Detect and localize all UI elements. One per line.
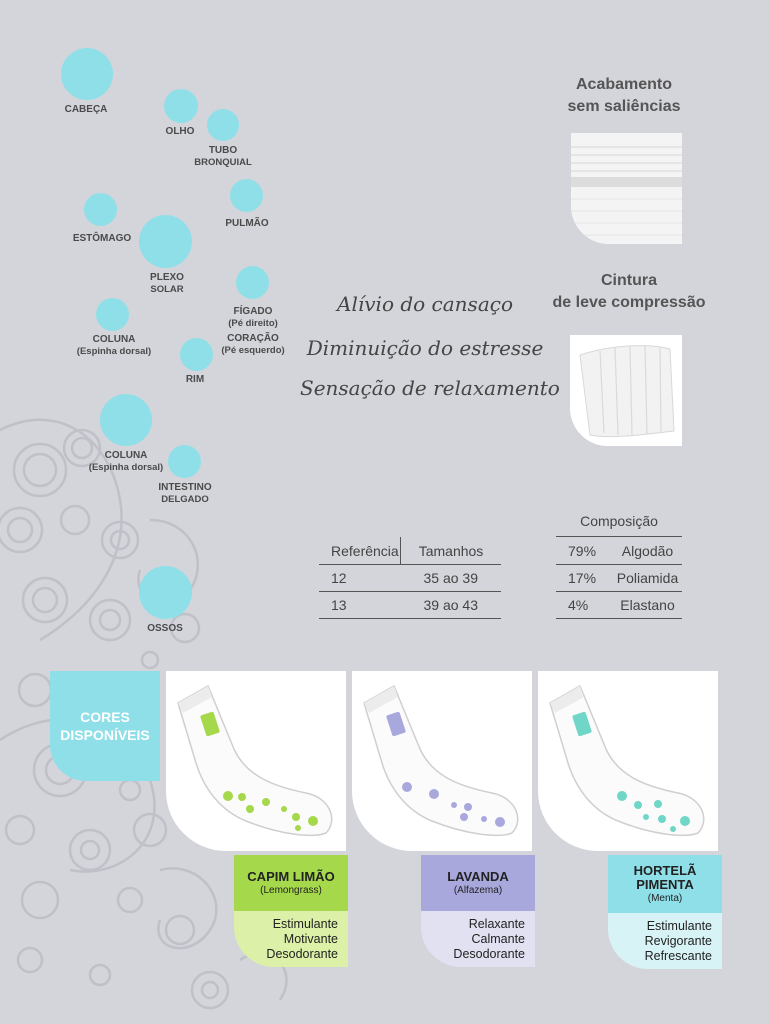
- point-dot: [61, 48, 113, 100]
- product-card-lemongrass: [166, 671, 346, 851]
- point-dot: [230, 179, 263, 212]
- feature-title: Acabamento sem saliências: [567, 76, 681, 115]
- variant-name: CAPIM LIMÃO (Lemongrass): [234, 855, 348, 911]
- variant-badge-lemongrass: [234, 855, 348, 967]
- point-label: COLUNA (Espinha dorsal): [88, 450, 164, 473]
- composition-title: Composição: [556, 513, 682, 537]
- point-label: INTESTINO DELGADO: [158, 482, 212, 505]
- table-row: [319, 565, 501, 592]
- point-dot: [84, 193, 117, 226]
- sock-icon: [538, 671, 718, 851]
- table-row: [556, 538, 682, 565]
- point-dot: [164, 89, 198, 123]
- benefit-text: Diminuição do estresse: [306, 336, 544, 360]
- point-dot: [180, 338, 213, 371]
- point-label: COLUNA (Espinha dorsal): [76, 334, 152, 357]
- benefit-text: Sensação de relaxamento: [300, 376, 560, 400]
- seamless-finish-image: [571, 133, 682, 244]
- point-dot: [139, 215, 192, 268]
- point-dot: [236, 266, 269, 299]
- colors-section-label: CORES DISPONÍVEIS: [50, 671, 160, 781]
- benefit-text: Alívio do cansaço: [337, 292, 513, 316]
- variant-effects: Estimulante Revigorante Refrescante: [608, 913, 722, 969]
- table-cell: Poliamida: [613, 565, 682, 592]
- table-row: [319, 592, 501, 619]
- table-cell: 12: [319, 565, 401, 592]
- table-header: Referência: [319, 537, 401, 565]
- table-cell: Elastano: [613, 592, 682, 619]
- point-label: OSSOS: [147, 623, 183, 634]
- feature-title: Cintura de leve compressão: [552, 272, 706, 311]
- table-cell: 79%: [556, 538, 613, 565]
- composition-table: [556, 538, 682, 619]
- point-label: TUBO BRONQUIAL: [194, 145, 252, 168]
- variant-name: LAVANDA (Alfazema): [421, 855, 535, 911]
- point-label: CABEÇA: [64, 104, 108, 115]
- variant-effects: Estimulante Motivante Desodorante: [234, 911, 348, 967]
- point-label: RIM: [185, 374, 205, 385]
- table-cell: 13: [319, 592, 401, 619]
- point-dot: [100, 394, 152, 446]
- point-dot: [207, 109, 239, 141]
- table-cell: Algodão: [613, 538, 682, 565]
- table-row: [556, 592, 682, 619]
- point-label: PULMÃO: [225, 218, 269, 229]
- variant-badge-peppermint: [608, 855, 722, 969]
- point-label: ESTÔMAGO: [72, 233, 132, 244]
- point-label: PLEXO SOLAR: [150, 272, 184, 295]
- table-cell: 35 ao 39: [401, 565, 502, 592]
- point-dot: [168, 445, 201, 478]
- product-card-lavender: [352, 671, 532, 851]
- product-card-peppermint: [538, 671, 718, 851]
- variant-badge-lavender: [421, 855, 535, 967]
- sizes-table: [319, 537, 501, 619]
- table-cell: 17%: [556, 565, 613, 592]
- point-label: OLHO: [165, 126, 195, 137]
- table-cell: 39 ao 43: [401, 592, 502, 619]
- variant-name: HORTELÃ PIMENTA (Menta): [608, 855, 722, 913]
- point-label: FÍGADO (Pé direito): [228, 306, 278, 329]
- table-header: Tamanhos: [401, 537, 502, 565]
- point-label: CORAÇÃO (Pé esquerdo): [221, 333, 285, 356]
- table-cell: 4%: [556, 592, 613, 619]
- point-dot: [96, 298, 129, 331]
- compression-cuff-image: [570, 335, 682, 446]
- point-dot: [139, 566, 192, 619]
- table-row: [556, 565, 682, 592]
- variant-effects: Relaxante Calmante Desodorante: [421, 911, 535, 967]
- sock-icon: [166, 671, 346, 851]
- sock-icon: [352, 671, 532, 851]
